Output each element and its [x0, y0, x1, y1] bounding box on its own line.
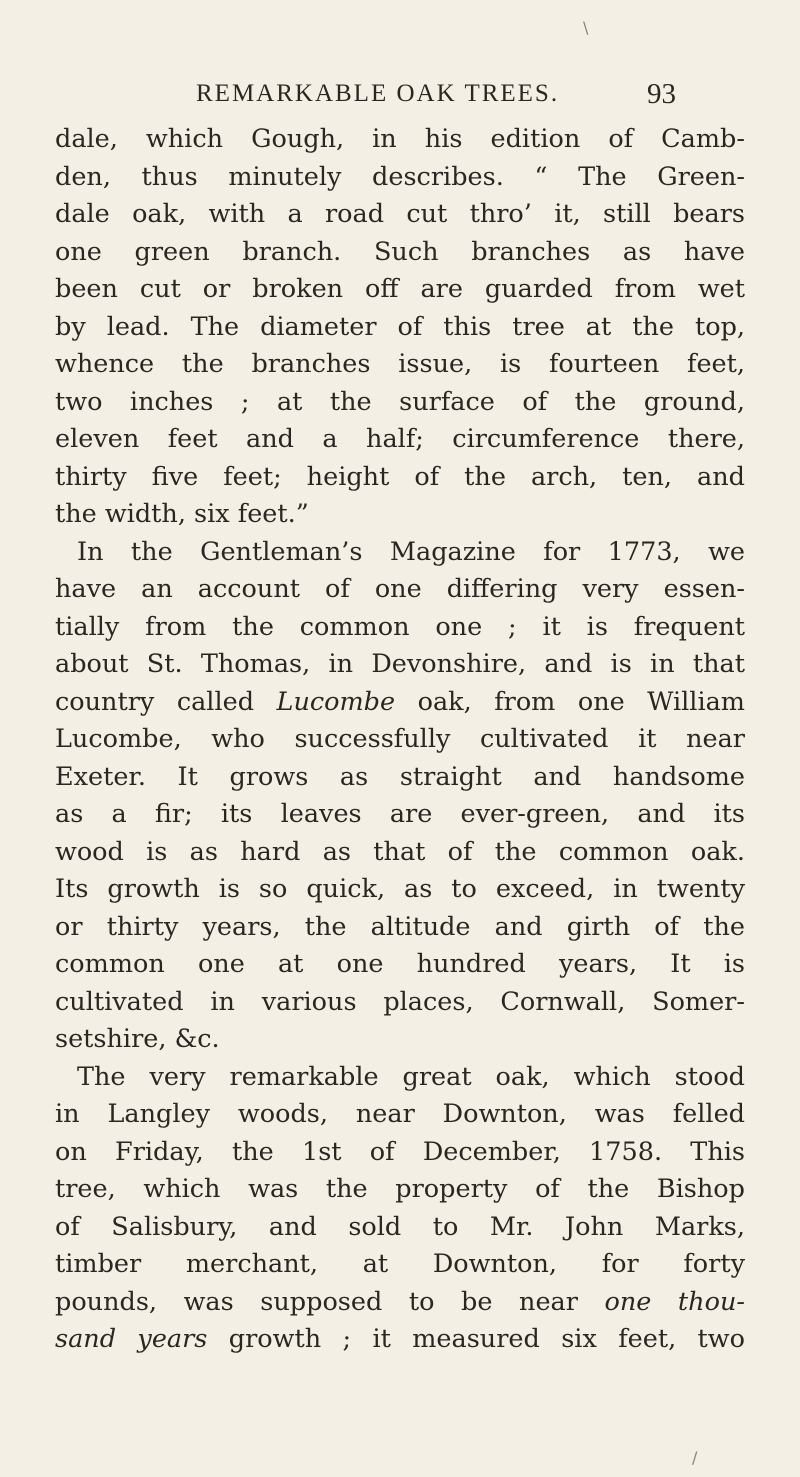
page-speck: \: [583, 18, 589, 37]
line-text: wood is as hard as that of the common oak.: [55, 836, 745, 867]
line-text: eleven feet and a half; circumference there,: [55, 424, 745, 454]
line-text: In the Gentleman’s Magazine for 1773, we: [77, 536, 745, 567]
text-line: [55, 384, 745, 422]
line-text: or thirty years, the altitude and girth of the: [55, 911, 745, 942]
line-text: Its growth is so quick, as to exceed, in twenty: [55, 874, 745, 904]
line-text: dale, which Gough, in his edition of Camb-: [55, 124, 745, 154]
line-text: tially from the common one ; it is frequent: [55, 611, 745, 642]
text-line: [55, 759, 745, 797]
text-line: [55, 1096, 745, 1134]
text-line: [55, 796, 745, 834]
text-line: [55, 121, 745, 159]
text-line: [55, 1021, 745, 1059]
line-text: two inches ; at the surface of the ground,: [55, 386, 745, 417]
line-text: den, thus minutely describes. “ The Green-: [55, 161, 745, 192]
line-text: common one at one hundred years, It is: [55, 949, 745, 979]
text-line: [55, 459, 745, 497]
text-line: [55, 1209, 745, 1247]
line-text: in Langley woods, near Downton, was felled: [55, 1099, 745, 1129]
text-line: [55, 346, 745, 384]
text-line: [55, 234, 745, 272]
line-text: about St. Thomas, in Devonshire, and is in that: [55, 649, 745, 679]
line-text: country called: [55, 686, 277, 717]
text-line: [55, 871, 745, 909]
text-line: [55, 1284, 745, 1322]
text-line: [55, 646, 745, 684]
line-text: timber merchant, at Downton, for forty: [55, 1249, 745, 1279]
line-text: been cut or broken off are guarded from wet: [55, 274, 745, 304]
text-line: [55, 159, 745, 197]
line-text: dale oak, with a road cut thro’ it, still bears: [55, 199, 745, 229]
text-line: [55, 1134, 745, 1172]
text-line: [55, 684, 745, 722]
text-line: [55, 421, 745, 459]
text-line: [55, 534, 745, 572]
running-header: [196, 80, 676, 120]
text-line: [55, 496, 745, 534]
running-title: REMARKABLE OAK TREES.: [196, 80, 560, 107]
italic-text: sand years: [55, 1324, 208, 1354]
line-text: on Friday, the 1st of December, 1758. This: [55, 1136, 745, 1167]
line-text: one green branch. Such branches as have: [55, 236, 745, 267]
text-line: [55, 1171, 745, 1209]
text-line: [55, 571, 745, 609]
text-line: [55, 309, 745, 347]
line-text: Lucombe, who successfully cultivated it near: [55, 724, 745, 754]
line-text: of Salisbury, and sold to Mr. John Marks,: [55, 1211, 745, 1242]
text-line: [55, 1246, 745, 1284]
body-text: [55, 121, 745, 1359]
text-line: [55, 609, 745, 647]
text-line: [55, 984, 745, 1022]
text-line: [55, 721, 745, 759]
line-text: The very remarkable great oak, which stood: [77, 1061, 745, 1092]
line-text: pounds, was supposed to be near: [55, 1286, 605, 1317]
line-text: Exeter. It grows as straight and handsome: [55, 761, 745, 792]
text-line: [55, 196, 745, 234]
line-text: growth ; it measured six feet, two: [207, 1324, 745, 1354]
text-line: [55, 946, 745, 984]
italic-text: Lucombe: [276, 686, 396, 717]
line-text: the width, six feet.”: [55, 499, 309, 529]
page-speck: /: [692, 1448, 698, 1467]
italic-text: one thou-: [604, 1286, 745, 1317]
line-text: by lead. The diameter of this tree at the top,: [55, 311, 745, 342]
line-text: have an account of one differing very essen-: [55, 574, 745, 604]
text-line: [55, 834, 745, 872]
line-text: cultivated in various places, Cornwall, Somer-: [55, 986, 745, 1017]
line-text: whence the branches issue, is fourteen feet,: [55, 349, 745, 379]
page-number: 93: [647, 78, 676, 110]
line-text: thirty five feet; height of the arch, ten, and: [55, 461, 745, 492]
text-line: [55, 909, 745, 947]
line-text: oak, from one William: [395, 686, 745, 717]
line-text: as a fir; its leaves are ever-green, and its: [55, 799, 745, 829]
text-line: [55, 1321, 745, 1359]
line-text: tree, which was the property of the Bishop: [55, 1174, 745, 1204]
text-line: [55, 1059, 745, 1097]
text-line: [55, 271, 745, 309]
line-text: setshire, &c.: [55, 1024, 220, 1054]
